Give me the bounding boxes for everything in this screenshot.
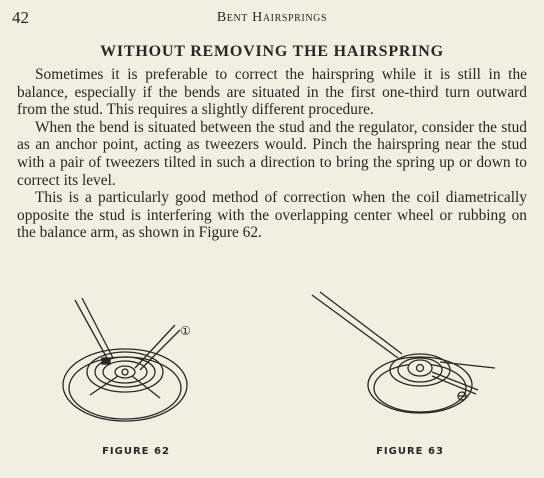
figure-62-illustration <box>30 290 280 440</box>
paragraph: When the bend is situated between the stud and the regulator, consider the stud as an anchor point, acting as tweezers would. Pinch the hairspring near the stud with a pair of tweezers tilted in such a direction to bring the spring up or down to correct its level. <box>17 118 527 189</box>
figure-62-callout: ① <box>180 324 191 338</box>
figure-63-caption: FIGURE 63 <box>376 446 444 457</box>
figure-63-illustration <box>290 290 540 440</box>
paragraph: This is a particularly good method of correction when the coil diametrically opposite the stud is interfering with the overlapping center wheel or rubbing on the balance arm, as shown in Figure 62. <box>17 189 527 242</box>
running-header: Bent Hairsprings <box>216 10 328 25</box>
section-title: WITHOUT REMOVING THE HAIRSPRING <box>100 43 444 60</box>
paragraph: Sometimes it is preferable to correct the hairspring while it is still in the balance, especially if the bends are situated in the first one-third turn outward from the stud. This requires a slightly different procedure. <box>17 66 527 119</box>
figure-62-caption: FIGURE 62 <box>102 446 170 457</box>
page-number: 42 <box>12 8 29 27</box>
body-text <box>17 66 527 242</box>
